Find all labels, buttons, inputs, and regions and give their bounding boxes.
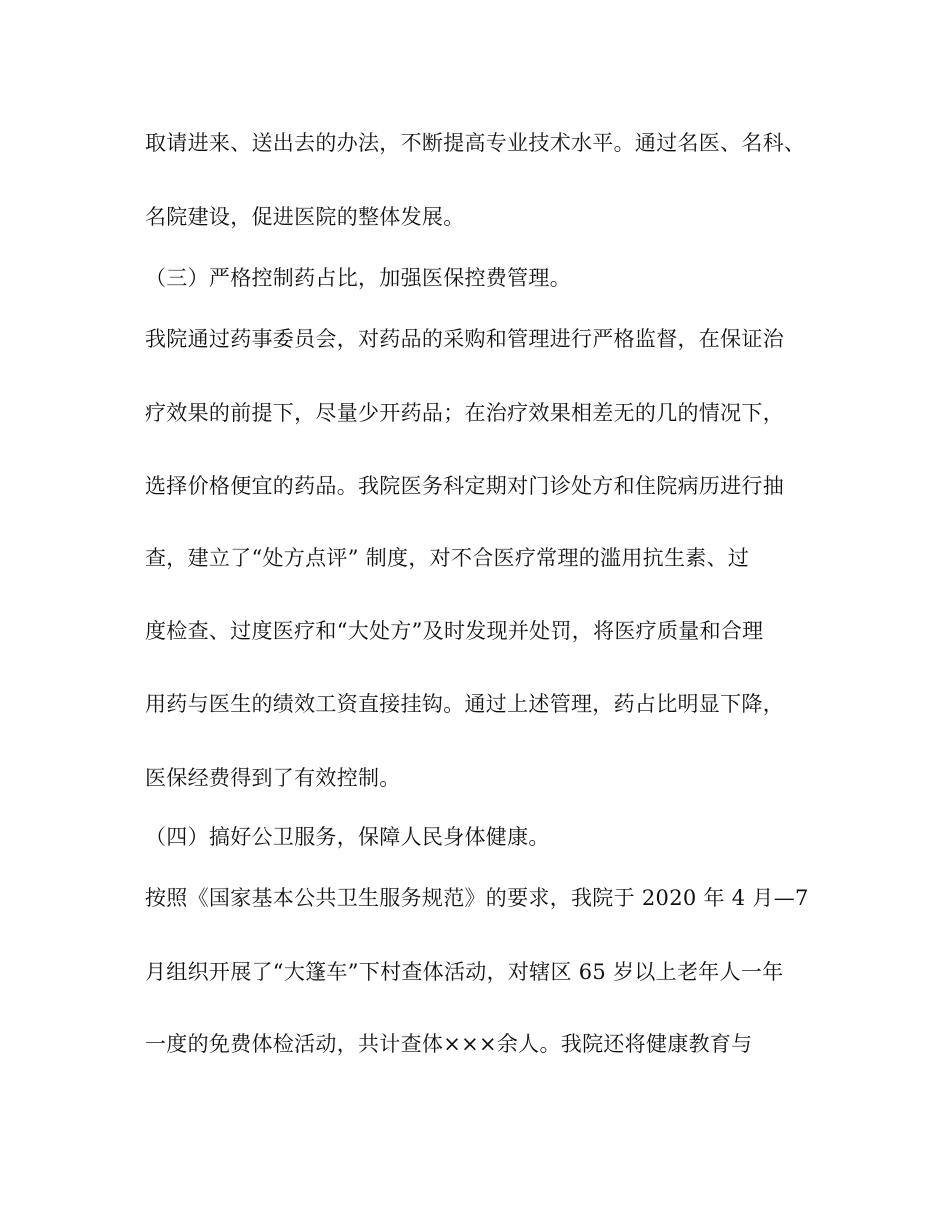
paragraph-line: 用药与医生的绩效工资直接挂钩。通过上述管理，药占比明显下降，	[145, 692, 784, 716]
paragraph-line: 度检查、过度医疗和“大处方”及时发现并处罚，将医疗质量和合理	[145, 619, 764, 643]
paragraph-line: 选择价格便宜的药品。我院医务科定期对门诊处方和住院病历进行抽	[145, 474, 784, 498]
paragraph-line: 取请进来、送出去的办法，不断提高专业技术水平。通过名医、名科、	[145, 131, 806, 155]
section-heading: （三）严格控制药占比，加强医保控费管理。	[145, 266, 571, 290]
paragraph-line: 我院通过药事委员会，对药品的采购和管理进行严格监督，在保证治	[145, 327, 784, 351]
paragraph-line: 疗效果的前提下，尽量少开药品；在治疗效果相差无的几的情况下，	[145, 401, 784, 425]
paragraph-line: 一度的免费体检活动，共计查体×××余人。我院还将健康教育与	[145, 1032, 753, 1056]
section-heading: （四）搞好公卫服务，保障人民身体健康。	[145, 825, 550, 849]
paragraph-line: 按照《国家基本公共卫生服务规范》的要求，我院于 2020 年 4 月—7	[145, 886, 809, 910]
paragraph-line: 月组织开展了“大篷车”下村查体活动，对辖区 65 岁以上老年人一年	[145, 960, 784, 984]
paragraph-line: 查，建立了“处方点评” 制度，对不合医疗常理的滥用抗生素、过	[145, 546, 750, 570]
paragraph-line: 名院建设，促进医院的整体发展。	[145, 205, 465, 229]
paragraph-line: 医保经费得到了有效控制。	[145, 766, 401, 790]
